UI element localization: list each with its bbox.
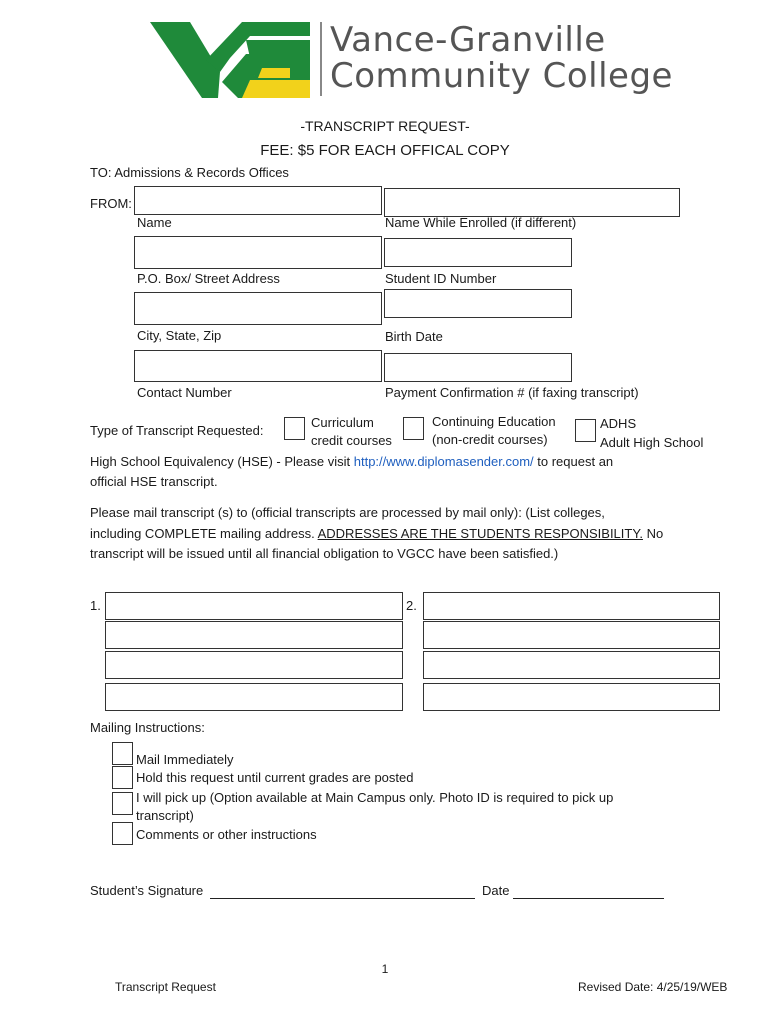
recipient-1-line-2[interactable] xyxy=(105,621,403,649)
hold-request-checkbox[interactable] xyxy=(112,766,133,789)
mail-immediately-checkbox[interactable] xyxy=(112,742,133,765)
logo-line2: Community College xyxy=(330,56,673,96)
vg-logo-mark xyxy=(150,20,315,100)
footer-right: Revised Date: 4/25/19/WEB xyxy=(578,980,728,994)
signature-label: Student’s Signature xyxy=(90,883,204,898)
birth-date-field[interactable] xyxy=(384,289,572,318)
transcript-type-label: Type of Transcript Requested: xyxy=(90,423,264,438)
curriculum-checkbox[interactable] xyxy=(284,417,305,440)
mailing-instructions-label: Mailing Instructions: xyxy=(90,720,205,735)
name-field[interactable] xyxy=(134,186,382,215)
curriculum-label-2: credit courses xyxy=(311,433,392,448)
continuing-ed-label-1: Continuing Education xyxy=(432,414,556,429)
contact-label: Contact Number xyxy=(137,385,232,400)
recipient-2-line-1[interactable] xyxy=(423,592,720,620)
address-label: P.O. Box/ Street Address xyxy=(137,271,280,286)
recipient-2-line-3[interactable] xyxy=(423,651,720,679)
payment-field[interactable] xyxy=(384,353,572,382)
mail-para-text: including COMPLETE mailing address. xyxy=(90,526,318,541)
logo-divider xyxy=(320,22,322,96)
continuing-ed-label-2: (non-credit courses) xyxy=(432,432,548,447)
recipient-number-2: 2. xyxy=(406,598,417,613)
page-number: 1 xyxy=(381,962,389,976)
hse-text-after: to request an xyxy=(533,454,614,469)
signature-line[interactable] xyxy=(210,898,475,899)
hse-text-before: High School Equivalency (HSE) - Please visit xyxy=(90,454,354,469)
form-title: -TRANSCRIPT REQUEST- xyxy=(300,118,470,134)
mail-para-no: No xyxy=(642,526,664,541)
logo-line1: Vance-Granville xyxy=(330,20,606,60)
fee-line: FEE: $5 FOR EACH OFFICAL COPY xyxy=(260,142,510,159)
curriculum-label-1: Curriculum xyxy=(311,415,374,430)
mail-para-line-2 xyxy=(90,526,663,541)
name-enrolled-field[interactable] xyxy=(384,188,680,217)
pick-up-checkbox[interactable] xyxy=(112,792,133,815)
hold-request-label: Hold this request until current grades are posted xyxy=(136,770,414,785)
recipient-1-line-4[interactable] xyxy=(105,683,403,711)
city-field[interactable] xyxy=(134,292,382,325)
contact-field[interactable] xyxy=(134,350,382,382)
college-logo xyxy=(150,18,673,100)
mail-immediately-label: Mail Immediately xyxy=(136,752,234,767)
diplomasender-link[interactable]: http://www.diplomasender.com/ xyxy=(353,454,534,469)
hse-line-2: official HSE transcript. xyxy=(90,474,218,489)
adhs-label-2: Adult High School xyxy=(600,435,704,450)
address-field[interactable] xyxy=(134,236,382,269)
adhs-label-1: ADHS xyxy=(600,416,637,431)
pick-up-label-1: I will pick up (Option available at Main Campus only. Photo ID is required to pick up xyxy=(136,790,614,805)
comments-checkbox[interactable] xyxy=(112,822,133,845)
comments-label: Comments or other instructions xyxy=(136,827,317,842)
responsibility-note: ADDRESSES ARE THE STUDENTS RESPONSIBILITY. xyxy=(317,526,643,541)
payment-label: Payment Confirmation # (if faxing transcript) xyxy=(385,385,639,400)
name-label: Name xyxy=(137,215,172,230)
student-id-label: Student ID Number xyxy=(385,271,497,286)
hse-line-1 xyxy=(90,454,613,469)
student-id-field[interactable] xyxy=(384,238,572,267)
continuing-ed-checkbox[interactable] xyxy=(403,417,424,440)
pick-up-label-2: transcript) xyxy=(136,808,194,823)
birth-date-label: Birth Date xyxy=(385,329,443,344)
recipient-2-line-2[interactable] xyxy=(423,621,720,649)
recipient-number-1: 1. xyxy=(90,598,101,613)
recipient-2-line-4[interactable] xyxy=(423,683,720,711)
from-label: FROM: xyxy=(90,196,132,211)
recipient-1-line-3[interactable] xyxy=(105,651,403,679)
name-enrolled-label: Name While Enrolled (if different) xyxy=(385,215,577,230)
date-line[interactable] xyxy=(513,898,664,899)
adhs-checkbox[interactable] xyxy=(575,419,596,442)
mail-para-line-1: Please mail transcript (s) to (official transcripts are processed by mail only): (List colleges, xyxy=(90,505,605,520)
city-label: City, State, Zip xyxy=(137,328,222,343)
recipient-1-line-1[interactable] xyxy=(105,592,403,620)
footer-left: Transcript Request xyxy=(115,980,216,994)
date-label: Date xyxy=(482,883,510,898)
to-line: TO: Admissions & Records Offices xyxy=(90,165,289,180)
mail-para-line-3: transcript will be issued until all financial obligation to VGCC have been satisfied.) xyxy=(90,546,559,561)
